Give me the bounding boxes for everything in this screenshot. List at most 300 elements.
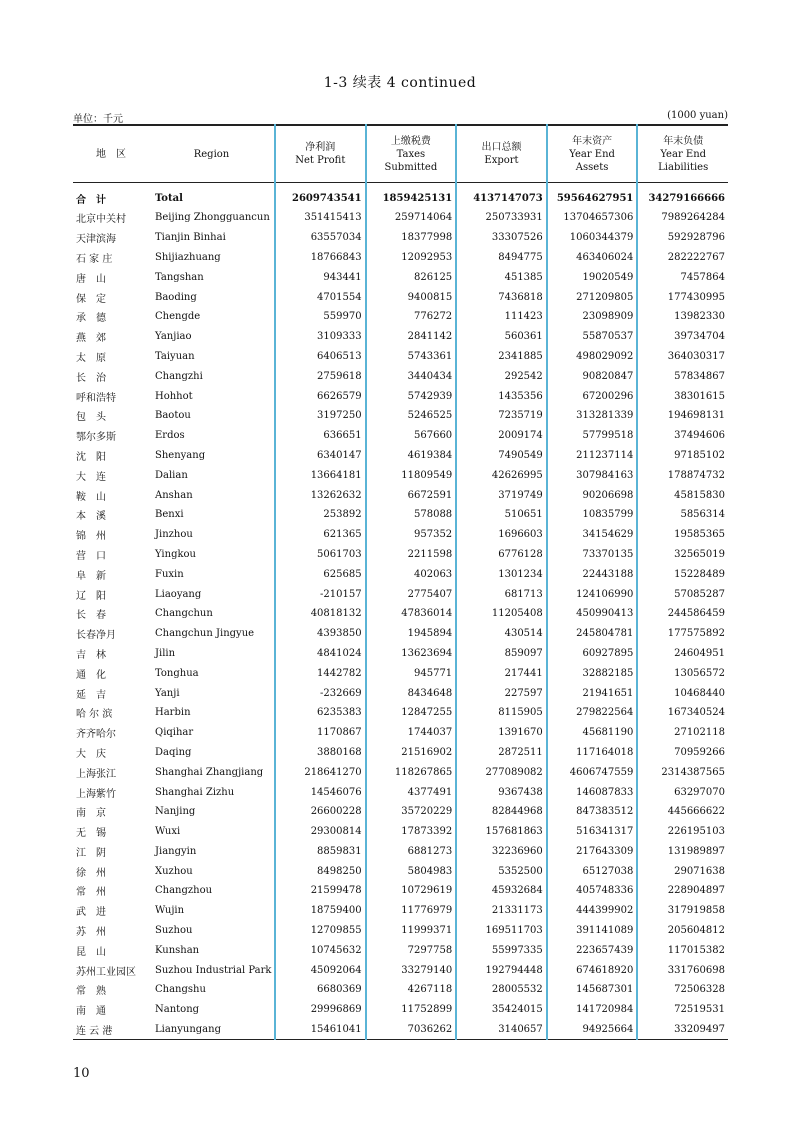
cell-net-profit: 6406513 [275,347,366,367]
cell-assets: 59564627951 [547,183,638,209]
cell-net-profit: 63557034 [275,228,366,248]
cell-assets: 21941651 [547,683,638,703]
cell-region-cn: 苏 州 [76,927,106,939]
cell-region-cn: 长 春 [76,610,106,622]
cell-assets: 245804781 [547,624,638,644]
cell-net-profit: 6235383 [275,703,366,723]
table-row [73,921,728,941]
cell-export: 1391670 [456,723,547,743]
cell-liabilities: 10468440 [674,687,725,699]
cell-assets: 32882185 [547,663,638,683]
table-row [73,465,728,485]
cell-taxes: 11809549 [366,465,457,485]
cell-assets: 211237114 [547,446,638,466]
cell-net-profit: 625685 [275,564,366,584]
cell-export: 2872511 [456,743,547,763]
header-net-profit: 净利润 Net Profit [275,125,366,183]
cell-assets: 463406024 [547,248,638,268]
cell-net-profit: 3109333 [275,327,366,347]
cell-region-en: Tianjin Binhai [149,228,275,248]
cell-net-profit: 943441 [275,267,366,287]
table-row [73,743,728,763]
cell-region-en: Tonghua [149,663,275,683]
cell-export: 1696603 [456,525,547,545]
cell-net-profit: 6340147 [275,446,366,466]
cell-taxes: 8434648 [366,683,457,703]
cell-region-en: Shanghai Zizhu [149,782,275,802]
table-row [73,248,728,268]
cell-assets: 313281339 [547,406,638,426]
cell-taxes: 35720229 [366,802,457,822]
cell-liabilities: 63297070 [674,786,725,798]
cell-region-cn: 石 家 庄 [76,253,113,265]
cell-export: 560361 [456,327,547,347]
cell-export: 6776128 [456,545,547,565]
cell-taxes: 1744037 [366,723,457,743]
cell-export: 510651 [456,505,547,525]
cell-net-profit: 3197250 [275,406,366,426]
cell-export: 7490549 [456,446,547,466]
cell-region-cn: 南 京 [76,808,106,820]
table-body [73,183,728,1040]
cell-export: 217441 [456,663,547,683]
cell-assets: 145687301 [547,980,638,1000]
cell-assets: 45681190 [547,723,638,743]
cell-net-profit: 253892 [275,505,366,525]
cell-export: 2009174 [456,426,547,446]
cell-assets: 124106990 [547,584,638,604]
cell-assets: 391141089 [547,921,638,941]
cell-taxes: 21516902 [366,743,457,763]
cell-region-en: Chengde [149,307,275,327]
cell-liabilities: 7457864 [680,271,725,283]
table-row [73,842,728,862]
cell-taxes: 11999371 [366,921,457,941]
cell-taxes: 118267865 [366,762,457,782]
table-row [73,564,728,584]
cell-liabilities: 27102118 [674,727,725,739]
cell-taxes: 4619384 [366,446,457,466]
cell-net-profit: 12709855 [275,921,366,941]
cell-region-en: Harbin [149,703,275,723]
cell-region-cn: 锦 州 [76,531,106,543]
cell-region-en: Daqing [149,743,275,763]
cell-assets: 55870537 [547,327,638,347]
cell-region-cn: 延 吉 [76,689,106,701]
cell-taxes: 13623694 [366,644,457,664]
cell-net-profit: 15461041 [275,1020,366,1040]
cell-export: 45932684 [456,881,547,901]
cell-assets: 4606747559 [547,762,638,782]
cell-region-cn: 齐齐哈尔 [76,729,116,741]
cell-taxes: 10729619 [366,881,457,901]
unit-label-en: (1000 yuan) [667,110,728,121]
cell-region-en: Yingkou [149,545,275,565]
cell-taxes: 18377998 [366,228,457,248]
cell-region-en: Wujin [149,901,275,921]
cell-net-profit: 8859831 [275,842,366,862]
cell-region-en: Suzhou [149,921,275,941]
cell-liabilities: 7989264284 [661,212,725,224]
cell-region-cn: 大 庆 [76,748,106,760]
cell-region-cn: 上海紫竹 [76,788,116,800]
cell-region-en: Wuxi [149,822,275,842]
cell-region-en: Baotou [149,406,275,426]
table-row [73,663,728,683]
table-row [73,723,728,743]
cell-liabilities: 5856314 [680,509,725,521]
cell-liabilities: 97185102 [674,449,725,461]
table-row [73,980,728,1000]
cell-export: 3140657 [456,1020,547,1040]
cell-taxes: 578088 [366,505,457,525]
cell-net-profit: 2609743541 [275,183,366,209]
table-row [73,683,728,703]
cell-region-en: Baoding [149,287,275,307]
cell-net-profit: -232669 [275,683,366,703]
table-row [73,327,728,347]
table-row [73,406,728,426]
cell-liabilities: 32565019 [674,548,725,560]
cell-taxes: 4267118 [366,980,457,1000]
cell-net-profit: 14546076 [275,782,366,802]
cell-region-cn: 常 州 [76,887,106,899]
cell-net-profit: -210157 [275,584,366,604]
cell-liabilities: 226195103 [667,826,725,838]
cell-export: 11205408 [456,604,547,624]
cell-assets: 10835799 [547,505,638,525]
cell-region-en: Tangshan [149,267,275,287]
cell-region-cn: 呼和浩特 [76,392,116,404]
cell-region-cn: 昆 山 [76,946,106,958]
header-row [73,125,728,183]
cell-region-en: Jilin [149,644,275,664]
cell-region-en: Xuzhou [149,861,275,881]
cell-taxes: 776272 [366,307,457,327]
cell-taxes: 2841142 [366,327,457,347]
cell-liabilities: 282222767 [667,251,725,263]
header-export: 出口总额 Export [456,125,547,183]
cell-assets: 90206698 [547,485,638,505]
cell-assets: 67200296 [547,386,638,406]
cell-export: 42626995 [456,465,547,485]
cell-liabilities: 19585365 [674,529,725,541]
cell-liabilities: 29071638 [674,865,725,877]
cell-taxes: 47836014 [366,604,457,624]
cell-assets: 674618920 [547,960,638,980]
cell-taxes: 6672591 [366,485,457,505]
table-row [73,287,728,307]
header-assets: 年末资产 Year End Assets [547,125,638,183]
cell-net-profit: 5061703 [275,545,366,565]
header-region-en: Region [149,125,275,183]
cell-liabilities: 72519531 [674,1004,725,1016]
cell-region-cn: 上海张江 [76,768,116,780]
cell-assets: 146087833 [547,782,638,802]
cell-assets: 450990413 [547,604,638,624]
cell-liabilities: 39734704 [674,331,725,343]
cell-net-profit: 3880168 [275,743,366,763]
cell-liabilities: 178874732 [667,469,725,481]
cell-taxes: 11752899 [366,1000,457,1020]
cell-liabilities: 34279166666 [648,193,725,204]
cell-region-cn: 本 溪 [76,511,106,523]
table-title: 1-3 续表 4 continued [323,75,477,91]
cell-taxes: 11776979 [366,901,457,921]
cell-taxes: 567660 [366,426,457,446]
cell-region-cn: 哈 尔 滨 [76,709,113,721]
cell-assets: 1060344379 [547,228,638,248]
cell-net-profit: 2759618 [275,366,366,386]
cell-liabilities: 33209497 [637,1020,728,1040]
cell-export: 250733931 [456,208,547,228]
table-row [73,584,728,604]
cell-region-cn: 吉 林 [76,649,106,661]
cell-liabilities: 15228489 [674,568,725,580]
cell-net-profit: 636651 [275,426,366,446]
cell-region-en: Suzhou Industrial Park [149,960,275,980]
table-row [73,940,728,960]
cell-export: 292542 [456,366,547,386]
cell-export: 82844968 [456,802,547,822]
cell-net-profit: 8498250 [275,861,366,881]
cell-assets: 73370135 [547,545,638,565]
cell-liabilities: 13982330 [674,311,725,323]
cell-taxes: 5743361 [366,347,457,367]
cell-assets: 223657439 [547,940,638,960]
cell-net-profit: 21599478 [275,881,366,901]
table-row [73,604,728,624]
header-region-cn: 地 区 [73,125,149,183]
cell-region-cn: 合 计 [76,195,106,206]
cell-region-cn: 连 云 港 [73,1020,149,1040]
cell-net-profit: 18759400 [275,901,366,921]
cell-export: 5352500 [456,861,547,881]
cell-net-profit: 10745632 [275,940,366,960]
cell-region-cn: 燕 郊 [76,333,106,345]
cell-net-profit: 351415413 [275,208,366,228]
cell-taxes: 9400815 [366,287,457,307]
cell-export: 32236960 [456,842,547,862]
cell-assets: 307984163 [547,465,638,485]
cell-assets: 94925664 [547,1020,638,1040]
table-row [73,782,728,802]
cell-export: 1301234 [456,564,547,584]
cell-export: 8494775 [456,248,547,268]
table-row [73,426,728,446]
cell-assets: 498029092 [547,347,638,367]
cell-taxes: 1859425131 [366,183,457,209]
cell-liabilities: 205604812 [667,925,725,937]
table-row [73,861,728,881]
cell-taxes: 4377491 [366,782,457,802]
cell-export: 33307526 [456,228,547,248]
table-row [73,960,728,980]
cell-region-cn: 通 化 [76,669,106,681]
cell-region-en: Kunshan [149,940,275,960]
table-row [73,446,728,466]
cell-assets: 34154629 [547,525,638,545]
cell-region-en: Taiyuan [149,347,275,367]
cell-taxes: 12092953 [366,248,457,268]
cell-net-profit: 621365 [275,525,366,545]
cell-liabilities: 57834867 [674,370,725,382]
cell-region-en: Total [149,183,275,209]
cell-region-en: Shijiazhuang [149,248,275,268]
table-row [73,762,728,782]
table-row [73,505,728,525]
cell-region-cn: 唐 山 [76,273,106,285]
cell-liabilities: 317919858 [667,905,725,917]
table-row [73,822,728,842]
cell-taxes: 957352 [366,525,457,545]
cell-region-en: Yanjiao [149,327,275,347]
cell-region-cn: 常 熟 [76,986,106,998]
cell-net-profit: 40818132 [275,604,366,624]
table-row [73,307,728,327]
cell-region-en: Benxi [149,505,275,525]
cell-net-profit: 13664181 [275,465,366,485]
cell-assets: 13704657306 [547,208,638,228]
cell-taxes: 7036262 [366,1020,457,1040]
table-row [73,624,728,644]
cell-liabilities: 194698131 [667,410,725,422]
table-row [73,525,728,545]
cell-region-en: Changchun Jingyue [149,624,275,644]
cell-region-en: Nanjing [149,802,275,822]
cell-export: 8115905 [456,703,547,723]
cell-region-cn: 长 治 [76,372,106,384]
table-row [73,802,728,822]
cell-region-en: Changzhi [149,366,275,386]
cell-liabilities: 45815830 [674,489,725,501]
cell-region-cn: 苏州工业园区 [76,966,136,978]
cell-export: 859097 [456,644,547,664]
cell-export: 169511703 [456,921,547,941]
cell-liabilities: 364030317 [667,350,725,362]
cell-liabilities: 37494606 [674,430,725,442]
cell-assets: 23098909 [547,307,638,327]
cell-liabilities: 2314387565 [661,766,725,778]
cell-liabilities: 117015382 [667,944,725,956]
cell-taxes: 259714064 [366,208,457,228]
cell-assets: 405748336 [547,881,638,901]
cell-taxes: 12847255 [366,703,457,723]
cell-region-cn: 北京中关村 [76,214,126,226]
table-row [73,366,728,386]
cell-export: 7436818 [456,287,547,307]
cell-net-profit: 13262632 [275,485,366,505]
cell-assets: 60927895 [547,644,638,664]
cell-region-cn: 鞍 山 [76,491,106,503]
table-row [73,228,728,248]
cell-liabilities: 13056572 [674,667,725,679]
cell-liabilities: 228904897 [667,885,725,897]
cell-export: 21331173 [456,901,547,921]
cell-assets: 444399902 [547,901,638,921]
cell-assets: 141720984 [547,1000,638,1020]
cell-liabilities: 70959266 [674,746,725,758]
cell-taxes: 5246525 [366,406,457,426]
cell-net-profit: 29996869 [275,1000,366,1020]
cell-region-cn: 阜 新 [76,570,106,582]
cell-net-profit: 4393850 [275,624,366,644]
cell-region-en: Fuxin [149,564,275,584]
cell-region-en: Lianyungang [149,1020,275,1040]
table-row [73,485,728,505]
cell-region-en: Shanghai Zhangjiang [149,762,275,782]
cell-region-cn: 天津滨海 [76,234,116,246]
cell-net-profit: 18766843 [275,248,366,268]
statistics-table [73,124,728,1040]
table-row [73,386,728,406]
cell-export: 3719749 [456,485,547,505]
cell-region-en: Jinzhou [149,525,275,545]
cell-region-cn: 大 连 [76,471,106,483]
cell-liabilities: 131989897 [667,845,725,857]
cell-region-cn: 承 德 [76,313,106,325]
cell-region-cn: 太 原 [76,352,106,364]
cell-export: 7235719 [456,406,547,426]
header-taxes: 上缴税费 Taxes Submitted [366,125,457,183]
cell-taxes: 402063 [366,564,457,584]
cell-assets: 65127038 [547,861,638,881]
cell-taxes: 3440434 [366,366,457,386]
cell-liabilities: 244586459 [667,608,725,620]
cell-region-cn: 长春净月 [76,630,116,642]
cell-liabilities: 57085287 [674,588,725,600]
cell-export: 277089082 [456,762,547,782]
cell-export: 111423 [456,307,547,327]
table-row [73,208,728,228]
cell-export: 55997335 [456,940,547,960]
cell-taxes: 7297758 [366,940,457,960]
cell-export: 2341885 [456,347,547,367]
cell-liabilities: 72506328 [674,984,725,996]
cell-region-en: Shenyang [149,446,275,466]
table-row [73,901,728,921]
cell-liabilities: 177575892 [667,628,725,640]
cell-taxes: 5804983 [366,861,457,881]
cell-region-en: Nantong [149,1000,275,1020]
cell-net-profit: 4701554 [275,287,366,307]
cell-net-profit: 1442782 [275,663,366,683]
cell-export: 451385 [456,267,547,287]
cell-region-en: Liaoyang [149,584,275,604]
cell-assets: 90820847 [547,366,638,386]
cell-net-profit: 1170867 [275,723,366,743]
table-row [73,347,728,367]
cell-region-en: Yanji [149,683,275,703]
cell-assets: 57799518 [547,426,638,446]
table-row [73,1020,728,1040]
cell-region-cn: 江 阴 [76,847,106,859]
cell-export: 9367438 [456,782,547,802]
cell-taxes: 17873392 [366,822,457,842]
cell-region-cn: 鄂尔多斯 [76,432,116,444]
cell-taxes: 2775407 [366,584,457,604]
cell-liabilities: 331760698 [667,964,725,976]
cell-export: 1435356 [456,386,547,406]
cell-region-cn: 营 口 [76,550,106,562]
table-row [73,1000,728,1020]
cell-net-profit: 26600228 [275,802,366,822]
table-row [73,267,728,287]
cell-export: 4137147073 [456,183,547,209]
cell-region-cn: 徐 州 [76,867,106,879]
unit-label-cn: 单位：千元 [73,114,123,125]
cell-assets: 19020549 [547,267,638,287]
